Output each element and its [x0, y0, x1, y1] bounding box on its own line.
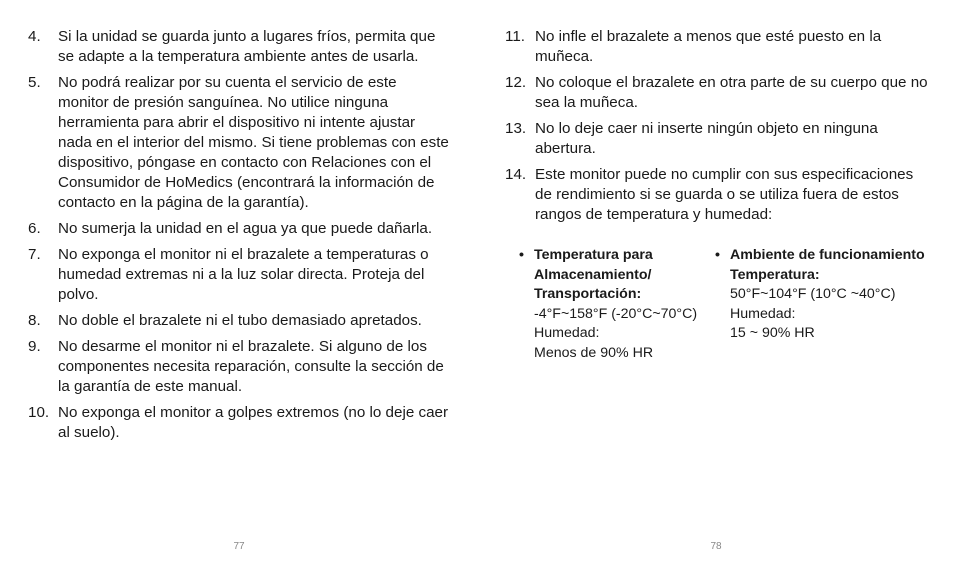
- operating-range: [715, 246, 954, 344]
- list-item: [505, 27, 930, 67]
- list-item: [28, 27, 450, 67]
- page-number: 77: [233, 541, 245, 552]
- item-number: 5.: [28, 74, 41, 91]
- right-page: [477, 0, 954, 564]
- list-item: [28, 219, 450, 239]
- operating-humidity: 15 ~ 90% HR: [730, 325, 815, 341]
- item-text: Si la unidad se guarda junto a lugares fríos, permita que se adapte a la temperatura ambiente antes de usarla.: [58, 28, 436, 65]
- operating-heading: Ambiente de funcionamiento Temperatura:: [730, 247, 925, 283]
- list-item: [505, 165, 930, 225]
- operating-humidity-label: Humedad:: [730, 305, 796, 322]
- precautions-list: [28, 27, 450, 449]
- storage-humidity: Menos de 90% HR: [534, 344, 654, 361]
- operating-temperature: 50°F~104°F (10°C ~40°C): [730, 286, 896, 302]
- storage-heading: Temperatura para Almacenamiento/ Transportación:: [534, 247, 653, 302]
- item-text: No exponga el monitor ni el brazalete a temperaturas o humedad extremas ni a la luz solar directa. Proteja del polvo.: [58, 246, 429, 303]
- list-item: [505, 119, 930, 159]
- item-text: No lo deje caer ni inserte ningún objeto en ninguna abertura.: [535, 120, 878, 157]
- item-number: 13.: [505, 120, 527, 137]
- item-text: No doble el brazalete ni el tubo demasiado apretados.: [58, 312, 422, 329]
- item-number: 11.: [505, 28, 525, 45]
- item-number: 6.: [28, 220, 41, 237]
- storage-range: [519, 246, 715, 363]
- item-text: No coloque el brazalete en otra parte de su cuerpo que no sea la muñeca.: [535, 74, 928, 111]
- item-text: No podrá realizar por su cuenta el servicio de este monitor de presión sanguínea. No utilice ninguna herramienta para abrir el dispositivo ni intente ajustar nada en el interior del mismo. Si tiene problemas con este dispositivo, póngase en contacto con Relaciones con el Consumidor de HoMedics (encontrará la información de contacto en la página de la garantía).: [58, 74, 449, 211]
- precautions-list: [505, 27, 930, 231]
- list-item: [28, 245, 450, 305]
- list-item: [28, 403, 450, 443]
- list-item: [505, 73, 930, 113]
- storage-humidity-label: Humedad:: [534, 325, 600, 341]
- item-number: 4.: [28, 28, 41, 45]
- item-number: 8.: [28, 312, 41, 329]
- item-number: 14.: [505, 166, 527, 183]
- item-text: Este monitor puede no cumplir con sus especificaciones de rendimiento si se guarda o se utiliza fuera de estos rangos de temperatura y humedad:: [535, 166, 914, 223]
- item-number: 12.: [505, 74, 527, 91]
- page-number: 78: [710, 541, 722, 552]
- bullet: •: [519, 247, 524, 263]
- item-text: No desarme el monitor ni el brazalete. Si alguno de los componentes necesita reparación, consulte la sección de la garantía de este manual.: [58, 338, 444, 395]
- storage-temperature: -4°F~158°F (-20°C~70°C): [534, 305, 698, 322]
- item-number: 9.: [28, 338, 41, 355]
- list-item: [28, 73, 450, 213]
- list-item: [28, 337, 450, 397]
- item-text: No exponga el monitor a golpes extremos (no lo deje caer al suelo).: [58, 404, 449, 441]
- item-text: No sumerja la unidad en el agua ya que puede dañarla.: [58, 220, 433, 237]
- item-number: 7.: [28, 246, 41, 263]
- bullet: •: [715, 247, 720, 263]
- item-number: 10.: [28, 404, 50, 421]
- item-text: No infle el brazalete a menos que esté puesto en la muñeca.: [535, 28, 882, 65]
- list-item: [28, 311, 450, 331]
